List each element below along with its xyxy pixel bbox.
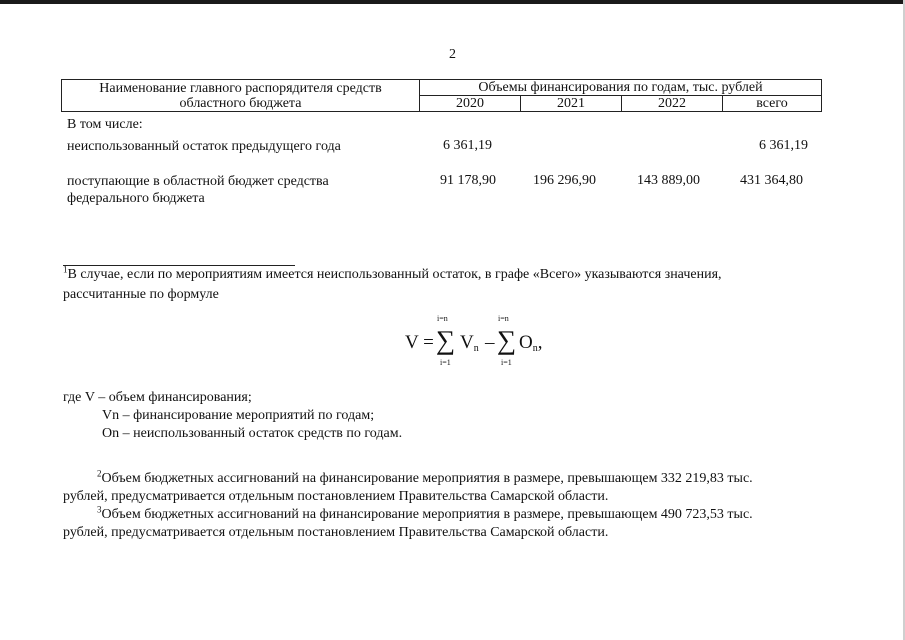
sum1-lower-limit: i=1 [440,358,451,367]
footnote-3-line2: рублей, предусматривается отдельным постановлением Правительства Самарской области. [63,525,609,540]
footnote-1-line2: рассчитанные по формуле [63,287,219,302]
year-2020-header: 2020 [420,96,521,112]
footnote-1-marker: 1 [63,264,68,275]
where-line2: Vn – финансирование мероприятий по годам; [102,408,375,423]
total-header: всего [723,96,822,112]
year-2021-header: 2021 [521,96,622,112]
page-number: 2 [449,47,456,62]
header-name-cell [62,80,420,112]
term2-symbol: O [519,332,533,353]
footnote-2-marker: 2 [97,468,102,479]
footnote-3-text: Объем бюджетных ассигнований на финансирование мероприятия в размере, превышающем 490 723,53 тыс. [101,507,753,522]
formula-term1 [460,332,479,354]
footnote-2-text: Объем бюджетных ассигнований на финансирование мероприятия в размере, превышающем 332 219,83 тыс. [101,471,753,486]
table-header-row [62,80,822,96]
footnote-3-line1 [97,506,753,524]
federal-funds-2021: 196 296,90 [533,173,596,188]
scan-top-edge [0,0,905,4]
footnote-2-line2: рублей, предусматривается отдельным постановлением Правительства Самарской области. [63,489,609,504]
formula-minus: – [485,332,495,353]
header-name-line2: областного бюджета [179,95,302,111]
including-label: В том числе: [67,117,143,132]
sum2-sigma-icon: ∑ [497,325,517,355]
footnote-2-line1 [97,470,753,488]
term1-subscript: n [473,343,479,354]
formula-tail: , [537,332,543,353]
unused-balance-total: 6 361,19 [759,138,808,153]
year-2022-header: 2022 [622,96,723,112]
sum2-lower-limit: i=1 [501,358,512,367]
footnote-1-text: В случае, если по мероприятиям имеется неиспользованный остаток, в графе «Всего» указываются значения, [67,267,722,282]
footnote-3-marker: 3 [97,504,102,515]
header-volume-cell: Объемы финансирования по годам, тыс. рублей [420,80,822,96]
financing-formula [405,314,555,370]
where-line1: где V – объем финансирования; [63,390,252,405]
where-line3: On – неиспользованный остаток средств по годам. [102,426,403,441]
term2-subscript: n [532,343,538,354]
sum1-upper-limit: i=n [437,314,448,323]
formula-lhs: V = [405,332,434,353]
header-name-line1: Наименование главного распорядителя средств [99,80,382,96]
footnote-1-line1 [63,266,722,284]
federal-funds-2022: 143 889,00 [637,173,700,188]
sum2-upper-limit: i=n [498,314,509,323]
funding-table [61,79,822,112]
formula-term2 [519,332,542,354]
unused-balance-label: неиспользованный остаток предыдущего года [67,139,341,154]
federal-funds-label-line2: федерального бюджета [67,191,205,206]
unused-balance-2020: 6 361,19 [443,138,492,153]
term1-symbol: V [460,332,474,353]
federal-funds-total: 431 364,80 [740,173,803,188]
federal-funds-2020: 91 178,90 [440,173,496,188]
sum1-sigma-icon: ∑ [436,325,456,355]
federal-funds-label-line1: поступающие в областной бюджет средства [67,174,329,189]
